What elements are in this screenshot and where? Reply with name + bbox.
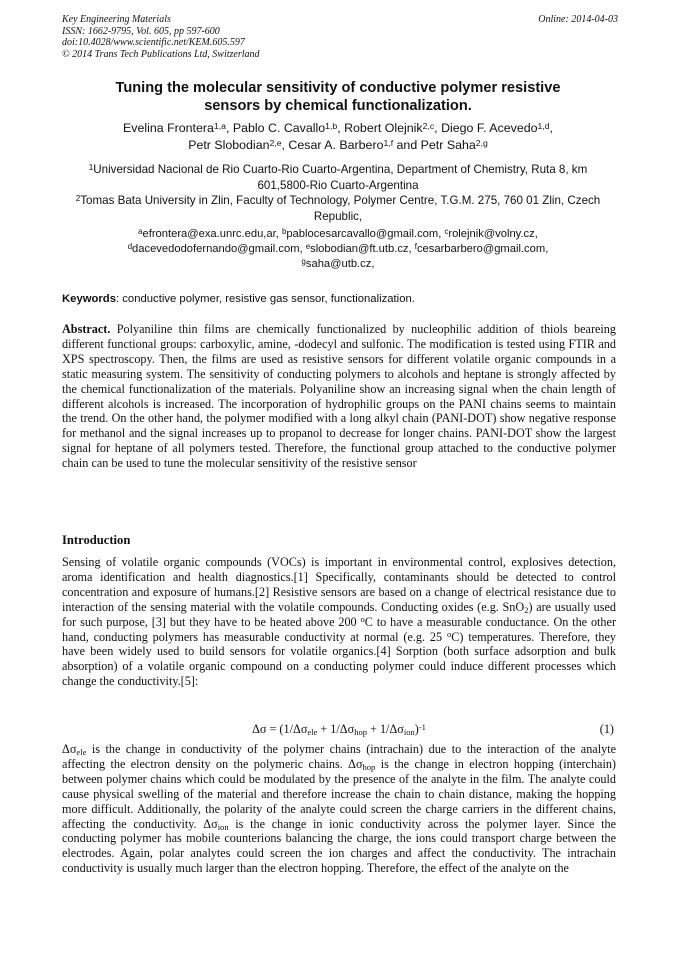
keywords xyxy=(62,292,616,306)
author-affil-mark: 2,e xyxy=(269,137,282,148)
email-sep: , xyxy=(534,228,538,240)
equation-expression xyxy=(62,722,616,737)
author-sep: , xyxy=(549,121,553,135)
author xyxy=(233,121,344,135)
text-run: C) temperatures. Therefore, they have been widely used to build sensors for volatile organics.[4] Sorption (both surface adsorption and bulk absorption) of a volatile organic compound on a conducting polymer could induce different processes which change the conductivity.[5]: xyxy=(62,629,616,689)
journal-name: Key Engineering Materials xyxy=(62,14,171,25)
online-date: Online: 2014-04-03 xyxy=(538,14,618,25)
author-sep: , xyxy=(281,138,289,152)
author xyxy=(288,138,420,152)
affiliation-number: 1 xyxy=(88,162,94,172)
email-sep: , xyxy=(275,228,282,240)
author xyxy=(421,138,488,152)
email-mark: a xyxy=(138,226,143,236)
title-line: Tuning the molecular sensitivity of conductive polymer resistive xyxy=(115,80,561,96)
subscript: hop xyxy=(362,762,376,773)
author xyxy=(123,121,233,135)
text-run: is the change in electron hopping (interchain) between polymer chains which could be modulated by the presence of the analyte in the film. The analyte could cause physical swelling of the material and therefore increase the chain to chain distance, making the hopping more difficult. Additionally, the polarity of the analyte could screen the charge carriers in the different chains, affecting the conductivity. Δσ xyxy=(62,756,616,831)
email-sep: , xyxy=(408,243,415,256)
author-name: Robert Olejnik xyxy=(344,121,423,135)
email-mark: g xyxy=(301,257,306,267)
eq-part: + 1/Δσ xyxy=(317,722,355,736)
eq-part: Δσ = (1/Δσ xyxy=(252,722,308,736)
email-entry xyxy=(444,228,537,240)
section-heading: Introduction xyxy=(62,533,131,547)
email-entry xyxy=(128,243,306,255)
email-address[interactable]: rolejnik@volny.cz xyxy=(448,228,535,240)
doi: doi:10.4028/www.scientific.net/KEM.605.597 xyxy=(62,37,245,48)
eq-part: ) xyxy=(414,722,419,736)
text-run: is the change in conductivity of the polymer chains (intrachain) due to the interaction of the analyte affecting the electron density on the polymeric chains. Δσ xyxy=(62,742,616,771)
keywords-label: Keywords xyxy=(62,293,116,305)
email-sep: , xyxy=(371,258,375,271)
journal-header xyxy=(62,14,618,60)
author xyxy=(188,138,288,152)
author-list xyxy=(62,120,614,154)
intro-paragraph xyxy=(62,742,616,876)
email-address[interactable]: dacevedodofernando@gmail.com xyxy=(132,243,300,256)
paper-title xyxy=(62,80,614,115)
email-address[interactable]: saha@utb.cz xyxy=(305,258,372,271)
issn: ISSN: 1662-9795, Vol. 605, pp 597-600 xyxy=(62,25,220,37)
eq-subscript: ele xyxy=(307,727,318,738)
author-sep: , xyxy=(225,121,233,135)
title-line: sensors by chemical functionalization. xyxy=(204,97,472,114)
author xyxy=(441,121,553,135)
email-mark: f xyxy=(414,242,417,252)
text-run: ) are usually used for such purpose, [3] but they have to be heated above 200 xyxy=(62,599,616,629)
author-name: Petr Slobodian xyxy=(188,138,270,152)
equation-number: (1) xyxy=(599,722,614,736)
email-mark: b xyxy=(281,226,287,236)
author-affil-mark: 1,f xyxy=(383,137,394,148)
affiliations xyxy=(62,162,614,224)
abstract-label: Abstract. xyxy=(62,322,111,336)
eq-part: + 1/Δσ xyxy=(367,722,404,736)
text-run: C to have a measurable conductance. On the other hand, conducting polymers has measurable conductivity at normal (e.g. 25 xyxy=(62,614,616,644)
author-name: Diego F. Acevedo xyxy=(441,121,538,135)
email-entry xyxy=(306,243,415,255)
email-address[interactable]: pablocesarcavallo@gmail.com xyxy=(286,228,439,240)
affiliation-text: Tomas Bata University in Zlin, Faculty of Technology, Polymer Centre, T.G.M. 275, 760 01 Zlin, Czech Republic, xyxy=(80,194,601,223)
author-name: Cesar A. Barbero xyxy=(288,138,384,152)
email-entry xyxy=(302,258,375,270)
affiliation-number: 2 xyxy=(75,193,81,203)
author-name: Evelina Frontera xyxy=(123,121,214,135)
author-name: Pablo C. Cavallo xyxy=(232,121,326,135)
email-sep: , xyxy=(438,228,445,240)
author-sep: and xyxy=(393,138,421,152)
email-mark: e xyxy=(305,242,311,252)
eq-subscript: hop xyxy=(354,727,367,738)
author-affil-mark: 2,c xyxy=(422,120,435,131)
subscript: 2 xyxy=(524,604,529,615)
author-affil-mark: 2,g xyxy=(475,137,488,148)
email-sep: , xyxy=(299,243,306,256)
affiliation xyxy=(62,162,614,193)
intro-paragraph xyxy=(62,555,616,689)
keywords-text: : conductive polymer, resistive gas sensor, functionalization. xyxy=(116,293,415,305)
subscript: ele xyxy=(76,747,87,758)
abstract xyxy=(62,322,616,471)
degree-mark: o xyxy=(447,629,452,640)
author-name: Petr Saha xyxy=(420,138,476,152)
author xyxy=(344,121,441,135)
email-mark: d xyxy=(127,242,133,252)
author-emails xyxy=(62,227,614,273)
text-run: Δσ xyxy=(62,742,77,756)
affiliation-text: Universidad Nacional de Rio Cuarto-Rio Cuarto-Argentina, Department of Chemistry, Ruta 8, km 601,5800-Rio Cuarto-Argentina xyxy=(93,163,588,192)
equation-1 xyxy=(62,722,616,738)
copyright: © 2014 Trans Tech Publications Ltd, Switzerland xyxy=(62,48,260,60)
eq-exponent: -1 xyxy=(418,721,426,732)
subscript: ion xyxy=(217,821,229,832)
email-mark: c xyxy=(444,226,449,236)
author-affil-mark: 1,b xyxy=(325,120,338,131)
author-affil-mark: 1,a xyxy=(213,120,226,131)
affiliation xyxy=(62,193,614,224)
author-sep: , xyxy=(434,121,442,135)
text-run: is the change in ionic conductivity across the polymer layer. Since the conducting polymer has mobile counterions balancing the charge, the ions could transport charge between the electrodes. Again, polar analytes could screen the ion charges and affect the conductivity. The intrachain conductivity is usually much larger than the electron hopping. Therefore, the effect of the analyte on the xyxy=(62,816,617,876)
abstract-text: Polyaniline thin films are chemically functionalized by nucleophilic addition of thiols beareing different functional groups: carboxylic, amine, -dodecyl and sulfonic. The modification is tested using FTIR and XPS spectroscopy. Then, the films are used as resistive sensors for different volatile organic compounds in a static measuring system. The sensitivity of conducting polymers to alcohols and heptane is strongly affected by the chemical functionalization of the materials. Polyaniline show an increasing signal when the chain length of different alcohols is increased. The incorporation of hydrophilic groups on the PANI chains seems to maintain the trend. On the other hand, the polymer modified with a long alkyl chain (PANI-DOT) show negative response for methanol and the signal increases up to propanol to decrease for longer chains. PANI-DOT show the largest signal for heptane of all polymers tested. Therefore, the functional group attached to the conductive polymer chain can be used to tune the molecular sensitivity of the resistive sensor xyxy=(62,322,616,471)
eq-subscript: ion xyxy=(403,727,415,738)
email-address[interactable]: slobodian@ft.utb.cz xyxy=(310,243,409,256)
author-sep: , xyxy=(337,121,345,135)
email-entry xyxy=(415,243,549,255)
email-entry xyxy=(138,228,282,240)
email-address[interactable]: efrontera@exa.unrc.edu,ar xyxy=(142,228,276,240)
text-run: Sensing of volatile organic compounds (VOCs) is important in environmental control, explosives detection, aroma identification and health diagnostics.[1] Specifically, contaminants should be detected to control concentration and exposure of humans.[2] Resistive sensors are based on a change of electrical resistance due to interaction of the sensing material with the volatile compounds. Conducting oxides (e.g. SnO xyxy=(62,555,616,614)
email-address[interactable]: cesarbarbero@gmail.com xyxy=(416,243,546,256)
degree-mark: o xyxy=(360,614,365,625)
email-sep: , xyxy=(545,243,549,256)
email-entry xyxy=(282,228,444,240)
author-affil-mark: 1,d xyxy=(537,120,550,131)
